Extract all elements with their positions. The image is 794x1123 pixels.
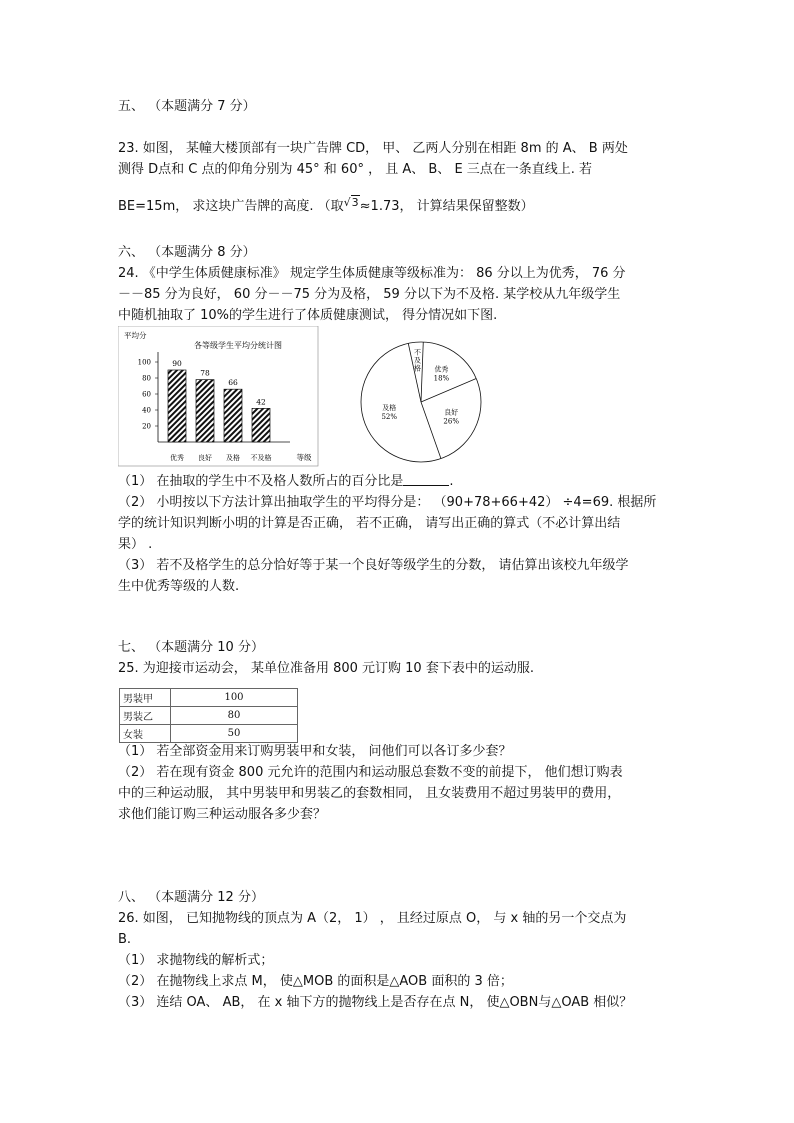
bar	[224, 389, 242, 442]
table-row	[120, 707, 298, 725]
q24-line-3: 中随机抽取了 10%的学生进行了体质健康测试， 得分情况如下图.	[118, 308, 498, 323]
q24-part-2-line-1: （2） 小明按以下方法计算出抽取学生的平均得分是： （90+78+66+42） ÷4=69. 根据所	[118, 495, 657, 510]
bar	[196, 380, 214, 442]
y-tick-label: 60	[142, 390, 151, 399]
q24-part-2-line-3: 果） .	[118, 537, 153, 552]
category-label: 良好	[198, 454, 212, 462]
q25-part-2-line-3: 求他们能订购三种运动服各多少套？	[118, 807, 327, 822]
pie-slice-percent: 52%	[381, 413, 398, 422]
q23-line-3-a: BE=15m， 求这块广告牌的高度. （取	[118, 199, 344, 214]
y-tick-label: 40	[142, 406, 151, 415]
q24-line-1: 24. 《中学生体质健康标准》 规定学生体质健康等级标准为： 86 分以上为优秀， 76 分	[118, 266, 626, 281]
pie-slice-label: 不	[414, 348, 422, 357]
table-cell-price: 50	[171, 725, 298, 743]
table-cell-price: 80	[171, 707, 298, 725]
q23-line-1: 23. 如图， 某幢大楼顶部有一块广告牌 CD， 甲、 乙两人分别在相距 8m 的 A、 B 两处	[118, 141, 628, 156]
bar-value-label: 66	[228, 378, 238, 388]
q24-part-1-end: .	[449, 474, 454, 489]
q24-line-2: －－85 分为良好， 60 分－－75 分为及格， 59 分以下为不及格. 某学校从九年级学生	[118, 287, 621, 302]
table-cell-price: 100	[171, 689, 298, 707]
table-cell-item: 男装甲	[120, 689, 171, 707]
q26-line-2: B.	[118, 932, 132, 947]
price-table	[119, 688, 298, 743]
pie-slice-label: 及格	[382, 404, 397, 413]
q23-line-3	[118, 196, 534, 215]
bar-chart-title: 各等级学生平均分统计图	[194, 341, 282, 350]
sqrt-3: √3	[343, 196, 359, 209]
q24-part-2-line-2: 学的统计知识判断小明的计算是否正确， 若不正确， 请写出正确的算式（不必计算出结	[118, 516, 621, 531]
table-row	[120, 689, 298, 707]
q24-part-1-text: （1） 在抽取的学生中不及格人数所占的百分比是	[118, 474, 404, 489]
pie-slice-label: 格	[414, 364, 422, 373]
bar	[168, 370, 186, 442]
section-6-heading: 六、 （本题满分 8 分）	[118, 245, 256, 260]
pie-slice-label: 优秀	[434, 365, 449, 374]
q24-part-3-line-1: （3） 若不及格学生的总分恰好等于某一个良好等级学生的分数， 请估算出该校九年级学	[118, 558, 629, 573]
q23-line-2: 测得 D点和 C 点的仰角分别为 45° 和 60° ， 且 A、 B、 E 三点在一条直线上. 若	[118, 162, 593, 177]
q25-line-1: 25. 为迎接市运动会， 某单位准备用 800 元订购 10 套下表中的运动服.	[118, 661, 534, 676]
category-label: 不及格	[250, 454, 272, 462]
category-label: 优秀	[170, 454, 184, 462]
q23-line-3-b: ≈1.73， 计算结果保留整数）	[359, 199, 534, 214]
section-8-heading: 八、 （本题满分 12 分）	[118, 890, 264, 905]
q26-part-2: （2） 在抛物线上求点 M， 使△MOB 的面积是△AOB 面积的 3 倍；	[118, 974, 513, 989]
bar-value-label: 78	[200, 368, 210, 378]
pie-slice-percent: 18%	[433, 374, 450, 383]
bar	[252, 408, 270, 442]
q25-part-2-line-1: （2） 若在现有资金 800 元允许的范围内和运动服总套数不变的前提下， 他们想订购表	[118, 765, 623, 780]
q25-part-2-line-2: 中的三种运动服， 其中男装甲和男装乙的套数相同， 且女装费用不超过男装甲的费用，	[118, 786, 621, 801]
bar-chart-ylabel: 平均分	[124, 331, 147, 340]
q26-part-3: （3） 连结 OA、 AB， 在 x 轴下方的抛物线上是否存在点 N， 使△OBN与△OAB 相似？	[118, 995, 633, 1010]
y-tick-label: 20	[142, 422, 151, 431]
q26-part-1: （1） 求抛物线的解析式；	[118, 953, 274, 968]
table-cell-item: 男装乙	[120, 707, 171, 725]
y-tick-label: 100	[137, 358, 151, 367]
section-5-heading: 五、 （本题满分 7 分）	[118, 99, 256, 114]
bar-chart-xlabel: 等级	[296, 453, 312, 462]
q24-figure	[118, 326, 678, 472]
pie-slice-label: 良好	[444, 408, 459, 417]
q24-part-3-line-2: 生中优秀等级的人数.	[118, 579, 240, 594]
answer-blank	[403, 474, 449, 486]
bar-value-label: 90	[172, 359, 182, 368]
y-tick-label: 80	[142, 374, 151, 383]
q25-part-1: （1） 若全部资金用来订购男装甲和女装， 问他们可以各订多少套？	[118, 744, 512, 759]
category-label: 及格	[226, 454, 240, 462]
table-cell-item: 女装	[120, 725, 171, 743]
q24-part-1	[118, 474, 454, 490]
bar-value-label: 42	[256, 397, 266, 407]
table-row	[120, 725, 298, 743]
pie-slice-percent: 26%	[443, 417, 459, 426]
q26-line-1: 26. 如图， 已知抛物线的顶点为 A（2， 1） ， 且经过原点 O， 与 x 轴的另一个交点为	[118, 911, 627, 926]
section-7-heading: 七、 （本题满分 10 分）	[118, 640, 264, 655]
pie-chart	[361, 342, 481, 462]
pie-slice-label: 及	[414, 356, 422, 365]
